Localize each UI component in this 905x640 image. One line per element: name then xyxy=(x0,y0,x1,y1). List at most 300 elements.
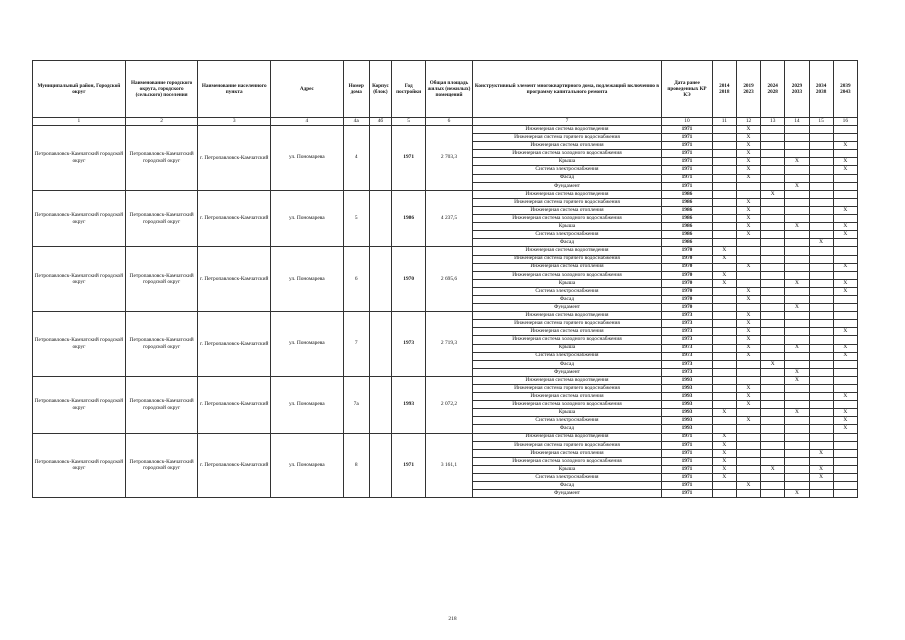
period-mark-cell xyxy=(809,198,833,206)
period-mark-cell: X xyxy=(736,336,760,344)
period-mark-cell xyxy=(785,166,809,174)
element-name-cell: Инженерная система отопления xyxy=(472,393,662,401)
period-mark-cell: X xyxy=(833,417,857,425)
period-mark-cell xyxy=(833,312,857,320)
column-number: 3 xyxy=(198,118,271,126)
period-mark-cell xyxy=(809,385,833,393)
period-mark-cell xyxy=(833,490,857,498)
period-mark-cell xyxy=(736,271,760,279)
period-mark-cell xyxy=(833,474,857,482)
period-mark-cell xyxy=(809,174,833,182)
build-year-cell: 1971 xyxy=(392,126,426,191)
period-mark-cell: X xyxy=(712,457,736,465)
locality-cell: г. Петропавловск-Камчатский xyxy=(198,376,271,433)
prior-repair-date-cell: 1971 xyxy=(662,457,712,465)
element-name-cell: Инженерная система водоотведения xyxy=(472,376,662,384)
street-cell: ул. Пономарева xyxy=(271,433,344,498)
prior-repair-date-cell: 1971 xyxy=(662,174,712,182)
period-mark-cell xyxy=(809,134,833,142)
period-mark-cell xyxy=(785,150,809,158)
period-mark-cell xyxy=(736,239,760,247)
prior-repair-date-cell: 1971 xyxy=(662,166,712,174)
period-mark-cell: X xyxy=(736,385,760,393)
prior-repair-date-cell: 1971 xyxy=(662,126,712,134)
locality-cell: г. Петропавловск-Камчатский xyxy=(198,433,271,498)
prior-repair-date-cell: 1970 xyxy=(662,295,712,303)
house-number-cell: 6 xyxy=(343,247,369,312)
district-cell: Петропавловск-Камчатский городской округ xyxy=(33,247,126,312)
period-mark-cell: X xyxy=(712,441,736,449)
period-mark-cell: X xyxy=(736,174,760,182)
period-mark-cell xyxy=(761,320,785,328)
period-mark-cell xyxy=(809,409,833,417)
locality-cell: г. Петропавловск-Камчатский xyxy=(198,126,271,191)
period-mark-cell xyxy=(712,482,736,490)
period-mark-cell xyxy=(736,368,760,376)
period-mark-cell xyxy=(809,182,833,190)
prior-repair-date-cell: 1971 xyxy=(662,134,712,142)
period-mark-cell xyxy=(809,166,833,174)
prior-repair-date-cell: 1973 xyxy=(662,320,712,328)
street-cell: ул. Пономарева xyxy=(271,376,344,433)
period-mark-cell xyxy=(833,255,857,263)
period-mark-cell xyxy=(785,231,809,239)
period-mark-cell xyxy=(712,425,736,433)
period-mark-cell: X xyxy=(785,182,809,190)
period-mark-cell xyxy=(761,449,785,457)
table-row xyxy=(33,312,858,320)
period-mark-cell xyxy=(833,271,857,279)
period-mark-cell xyxy=(761,247,785,255)
period-mark-cell xyxy=(785,134,809,142)
period-mark-cell xyxy=(736,255,760,263)
period-mark-cell xyxy=(785,360,809,368)
district-cell: Петропавловск-Камчатский городской округ xyxy=(33,126,126,191)
period-mark-cell: X xyxy=(736,328,760,336)
period-mark-cell: X xyxy=(712,271,736,279)
block-cell xyxy=(369,433,391,498)
period-mark-cell: X xyxy=(785,279,809,287)
period-mark-cell xyxy=(809,376,833,384)
prior-repair-date-cell: 1970 xyxy=(662,247,712,255)
column-header: 2039 2043 xyxy=(833,61,857,118)
period-mark-cell: X xyxy=(736,352,760,360)
period-mark-cell xyxy=(785,174,809,182)
street-cell: ул. Пономарева xyxy=(271,126,344,191)
element-name-cell: Инженерная система отопления xyxy=(472,206,662,214)
period-mark-cell xyxy=(761,174,785,182)
prior-repair-date-cell: 1993 xyxy=(662,401,712,409)
period-mark-cell: X xyxy=(785,368,809,376)
prior-repair-date-cell: 1971 xyxy=(662,449,712,457)
prior-repair-date-cell: 1971 xyxy=(662,441,712,449)
period-mark-cell xyxy=(736,441,760,449)
table-header xyxy=(33,61,858,126)
period-mark-cell: X xyxy=(761,190,785,198)
period-mark-cell xyxy=(785,425,809,433)
element-name-cell: Фундамент xyxy=(472,368,662,376)
prior-repair-date-cell: 1986 xyxy=(662,223,712,231)
element-name-cell: Инженерная система горячего водоснабжения xyxy=(472,320,662,328)
prior-repair-date-cell: 1993 xyxy=(662,409,712,417)
period-mark-cell xyxy=(785,239,809,247)
area-cell: 3 161,1 xyxy=(426,433,472,498)
period-mark-cell xyxy=(761,312,785,320)
period-mark-cell xyxy=(712,312,736,320)
period-mark-cell xyxy=(761,215,785,223)
period-mark-cell xyxy=(761,482,785,490)
table-row xyxy=(33,376,858,384)
period-mark-cell: X xyxy=(833,206,857,214)
table-row xyxy=(33,190,858,198)
period-mark-cell xyxy=(833,320,857,328)
period-mark-cell xyxy=(712,174,736,182)
element-name-cell: Фундамент xyxy=(472,182,662,190)
prior-repair-date-cell: 1986 xyxy=(662,239,712,247)
column-header: Наименование населенного пункта xyxy=(198,61,271,118)
period-mark-cell xyxy=(761,255,785,263)
element-name-cell: Инженерная система водоотведения xyxy=(472,126,662,134)
period-mark-cell xyxy=(785,449,809,457)
period-mark-cell xyxy=(785,295,809,303)
element-name-cell: Фасад xyxy=(472,360,662,368)
period-mark-cell: X xyxy=(785,376,809,384)
period-mark-cell xyxy=(761,271,785,279)
prior-repair-date-cell: 1993 xyxy=(662,417,712,425)
period-mark-cell: X xyxy=(712,474,736,482)
period-mark-cell: X xyxy=(736,287,760,295)
period-mark-cell xyxy=(785,433,809,441)
element-name-cell: Инженерная система отопления xyxy=(472,263,662,271)
period-mark-cell xyxy=(761,368,785,376)
period-mark-cell xyxy=(785,320,809,328)
prior-repair-date-cell: 1993 xyxy=(662,425,712,433)
prior-repair-date-cell: 1986 xyxy=(662,231,712,239)
column-number: 2 xyxy=(125,118,198,126)
prior-repair-date-cell: 1986 xyxy=(662,206,712,214)
period-mark-cell xyxy=(736,279,760,287)
period-mark-cell xyxy=(761,474,785,482)
element-name-cell: Инженерная система горячего водоснабжения xyxy=(472,134,662,142)
element-name-cell: Инженерная система водоотведения xyxy=(472,433,662,441)
element-name-cell: Фундамент xyxy=(472,490,662,498)
period-mark-cell: X xyxy=(833,352,857,360)
period-mark-cell xyxy=(809,490,833,498)
table-body xyxy=(33,126,858,498)
period-mark-cell: X xyxy=(785,304,809,312)
period-mark-cell xyxy=(833,126,857,134)
period-mark-cell xyxy=(712,287,736,295)
period-mark-cell xyxy=(712,223,736,231)
period-mark-cell: X xyxy=(736,206,760,214)
house-number-cell: 7а xyxy=(343,376,369,433)
period-mark-cell xyxy=(712,295,736,303)
period-mark-cell: X xyxy=(833,287,857,295)
period-mark-cell: X xyxy=(712,433,736,441)
locality-cell: г. Петропавловск-Камчатский xyxy=(198,312,271,377)
period-mark-cell xyxy=(833,376,857,384)
house-number-cell: 5 xyxy=(343,190,369,247)
period-mark-cell xyxy=(809,457,833,465)
period-mark-cell xyxy=(809,482,833,490)
period-mark-cell: X xyxy=(736,142,760,150)
period-mark-cell xyxy=(712,393,736,401)
period-mark-cell xyxy=(809,263,833,271)
element-name-cell: Система электроснабжения xyxy=(472,287,662,295)
period-mark-cell: X xyxy=(833,344,857,352)
period-mark-cell: X xyxy=(736,263,760,271)
element-name-cell: Инженерная система горячего водоснабжения xyxy=(472,198,662,206)
element-name-cell: Инженерная система горячего водоснабжения xyxy=(472,385,662,393)
element-name-cell: Крыша xyxy=(472,465,662,473)
period-mark-cell: X xyxy=(761,360,785,368)
prior-repair-date-cell: 1973 xyxy=(662,360,712,368)
period-mark-cell xyxy=(712,190,736,198)
element-name-cell: Фасад xyxy=(472,482,662,490)
period-mark-cell: X xyxy=(736,126,760,134)
period-mark-cell: X xyxy=(712,465,736,473)
period-mark-cell xyxy=(833,134,857,142)
period-mark-cell xyxy=(712,320,736,328)
period-mark-cell xyxy=(785,474,809,482)
column-header: 2029 2033 xyxy=(785,61,809,118)
period-mark-cell xyxy=(833,401,857,409)
column-number-row xyxy=(33,118,858,126)
period-mark-cell xyxy=(761,223,785,231)
period-mark-cell xyxy=(761,134,785,142)
period-mark-cell xyxy=(736,457,760,465)
period-mark-cell xyxy=(712,142,736,150)
period-mark-cell xyxy=(761,409,785,417)
element-name-cell: Инженерная система водоотведения xyxy=(472,312,662,320)
period-mark-cell xyxy=(761,166,785,174)
period-mark-cell: X xyxy=(833,166,857,174)
period-mark-cell xyxy=(809,360,833,368)
element-name-cell: Инженерная система холодного водоснабжения xyxy=(472,215,662,223)
element-name-cell: Инженерная система холодного водоснабжения xyxy=(472,271,662,279)
period-mark-cell: X xyxy=(833,279,857,287)
period-mark-cell: X xyxy=(736,393,760,401)
prior-repair-date-cell: 1986 xyxy=(662,190,712,198)
element-name-cell: Крыша xyxy=(472,158,662,166)
period-mark-cell: X xyxy=(833,142,857,150)
column-header: 2034 2038 xyxy=(809,61,833,118)
period-mark-cell xyxy=(833,441,857,449)
column-header: Корпус (блок) xyxy=(369,61,391,118)
period-mark-cell xyxy=(833,449,857,457)
period-mark-cell xyxy=(809,142,833,150)
period-mark-cell xyxy=(809,344,833,352)
period-mark-cell xyxy=(833,150,857,158)
period-mark-cell xyxy=(833,190,857,198)
period-mark-cell xyxy=(833,360,857,368)
settlement-cell: Петропавловск-Камчатский городской округ xyxy=(125,376,198,433)
element-name-cell: Фасад xyxy=(472,174,662,182)
period-mark-cell xyxy=(712,490,736,498)
area-cell: 2 719,3 xyxy=(426,312,472,377)
period-mark-cell: X xyxy=(809,465,833,473)
period-mark-cell xyxy=(761,126,785,134)
period-mark-cell: X xyxy=(736,344,760,352)
period-mark-cell xyxy=(785,287,809,295)
element-name-cell: Инженерная система холодного водоснабжения xyxy=(472,150,662,158)
period-mark-cell xyxy=(761,336,785,344)
column-header: 2019 2023 xyxy=(736,61,760,118)
column-number: 5 xyxy=(392,118,426,126)
element-name-cell: Инженерная система отопления xyxy=(472,142,662,150)
period-mark-cell: X xyxy=(736,166,760,174)
period-mark-cell xyxy=(785,215,809,223)
element-name-cell: Инженерная система горячего водоснабжения xyxy=(472,255,662,263)
period-mark-cell xyxy=(833,465,857,473)
period-mark-cell xyxy=(809,401,833,409)
element-name-cell: Система электроснабжения xyxy=(472,352,662,360)
prior-repair-date-cell: 1973 xyxy=(662,352,712,360)
prior-repair-date-cell: 1973 xyxy=(662,336,712,344)
period-mark-cell xyxy=(761,182,785,190)
period-mark-cell xyxy=(833,174,857,182)
period-mark-cell xyxy=(761,385,785,393)
period-mark-cell: X xyxy=(785,344,809,352)
period-mark-cell xyxy=(809,190,833,198)
period-mark-cell xyxy=(809,352,833,360)
period-mark-cell: X xyxy=(809,449,833,457)
period-mark-cell xyxy=(833,182,857,190)
period-mark-cell: X xyxy=(809,239,833,247)
column-header: 2024 2028 xyxy=(761,61,785,118)
period-mark-cell xyxy=(712,182,736,190)
period-mark-cell xyxy=(736,449,760,457)
period-mark-cell xyxy=(785,190,809,198)
period-mark-cell xyxy=(833,385,857,393)
settlement-cell: Петропавловск-Камчатский городской округ xyxy=(125,190,198,247)
house-number-cell: 7 xyxy=(343,312,369,377)
capital-repair-table xyxy=(32,60,858,498)
period-mark-cell: X xyxy=(833,425,857,433)
period-mark-cell: X xyxy=(833,223,857,231)
period-mark-cell xyxy=(761,304,785,312)
period-mark-cell xyxy=(785,206,809,214)
period-mark-cell xyxy=(809,336,833,344)
element-name-cell: Фундамент xyxy=(472,304,662,312)
period-mark-cell xyxy=(712,239,736,247)
prior-repair-date-cell: 1993 xyxy=(662,393,712,401)
period-mark-cell xyxy=(712,328,736,336)
period-mark-cell: X xyxy=(736,320,760,328)
block-cell xyxy=(369,247,391,312)
period-mark-cell xyxy=(712,126,736,134)
district-cell: Петропавловск-Камчатский городской округ xyxy=(33,433,126,498)
period-mark-cell xyxy=(785,401,809,409)
element-name-cell: Инженерная система горячего водоснабжения xyxy=(472,441,662,449)
period-mark-cell xyxy=(712,417,736,425)
period-mark-cell xyxy=(712,336,736,344)
element-name-cell: Система электроснабжения xyxy=(472,474,662,482)
header-row xyxy=(33,61,858,118)
period-mark-cell xyxy=(785,126,809,134)
build-year-cell: 1993 xyxy=(392,376,426,433)
house-number-cell: 4 xyxy=(343,126,369,191)
element-name-cell: Инженерная система отопления xyxy=(472,449,662,457)
period-mark-cell xyxy=(809,417,833,425)
period-mark-cell xyxy=(712,158,736,166)
column-header: Адрес xyxy=(271,61,344,118)
period-mark-cell xyxy=(809,328,833,336)
period-mark-cell: X xyxy=(712,255,736,263)
period-mark-cell: X xyxy=(712,449,736,457)
period-mark-cell xyxy=(809,304,833,312)
period-mark-cell xyxy=(833,215,857,223)
element-name-cell: Инженерная система водоотведения xyxy=(472,247,662,255)
period-mark-cell xyxy=(809,206,833,214)
period-mark-cell xyxy=(712,206,736,214)
house-number-cell: 8 xyxy=(343,433,369,498)
street-cell: ул. Пономарева xyxy=(271,247,344,312)
column-number: 1 xyxy=(33,118,126,126)
prior-repair-date-cell: 1970 xyxy=(662,304,712,312)
period-mark-cell xyxy=(809,441,833,449)
column-header: Дата ранее проведенных КР КЭ xyxy=(662,61,712,118)
period-mark-cell: X xyxy=(736,295,760,303)
block-cell xyxy=(369,126,391,191)
period-mark-cell: X xyxy=(833,393,857,401)
period-mark-cell xyxy=(761,158,785,166)
settlement-cell: Петропавловск-Камчатский городской округ xyxy=(125,433,198,498)
column-number: 15 xyxy=(809,118,833,126)
period-mark-cell xyxy=(785,247,809,255)
period-mark-cell xyxy=(809,158,833,166)
period-mark-cell xyxy=(833,247,857,255)
period-mark-cell xyxy=(736,433,760,441)
prior-repair-date-cell: 1970 xyxy=(662,279,712,287)
period-mark-cell xyxy=(761,433,785,441)
period-mark-cell: X xyxy=(736,198,760,206)
period-mark-cell xyxy=(761,352,785,360)
period-mark-cell xyxy=(833,433,857,441)
period-mark-cell: X xyxy=(736,231,760,239)
block-cell xyxy=(369,190,391,247)
element-name-cell: Крыша xyxy=(472,223,662,231)
period-mark-cell xyxy=(761,287,785,295)
build-year-cell: 1973 xyxy=(392,312,426,377)
period-mark-cell xyxy=(761,239,785,247)
element-name-cell: Инженерная система холодного водоснабжения xyxy=(472,457,662,465)
area-cell: 2 703,3 xyxy=(426,126,472,191)
period-mark-cell: X xyxy=(833,263,857,271)
period-mark-cell xyxy=(833,198,857,206)
column-header: Наименование городского округа, городского (сельского) поселения xyxy=(125,61,198,118)
column-number: 10 xyxy=(662,118,712,126)
period-mark-cell xyxy=(761,328,785,336)
column-number: 7 xyxy=(472,118,662,126)
prior-repair-date-cell: 1973 xyxy=(662,344,712,352)
settlement-cell: Петропавловск-Камчатский городской округ xyxy=(125,312,198,377)
period-mark-cell: X xyxy=(712,409,736,417)
prior-repair-date-cell: 1971 xyxy=(662,490,712,498)
period-mark-cell: X xyxy=(761,465,785,473)
period-mark-cell: X xyxy=(736,482,760,490)
build-year-cell: 1971 xyxy=(392,433,426,498)
prior-repair-date-cell: 1971 xyxy=(662,482,712,490)
column-number: 6 xyxy=(426,118,472,126)
period-mark-cell xyxy=(712,150,736,158)
prior-repair-date-cell: 1993 xyxy=(662,376,712,384)
period-mark-cell xyxy=(785,393,809,401)
period-mark-cell xyxy=(809,247,833,255)
period-mark-cell: X xyxy=(736,215,760,223)
period-mark-cell xyxy=(809,279,833,287)
district-cell: Петропавловск-Камчатский городской округ xyxy=(33,190,126,247)
